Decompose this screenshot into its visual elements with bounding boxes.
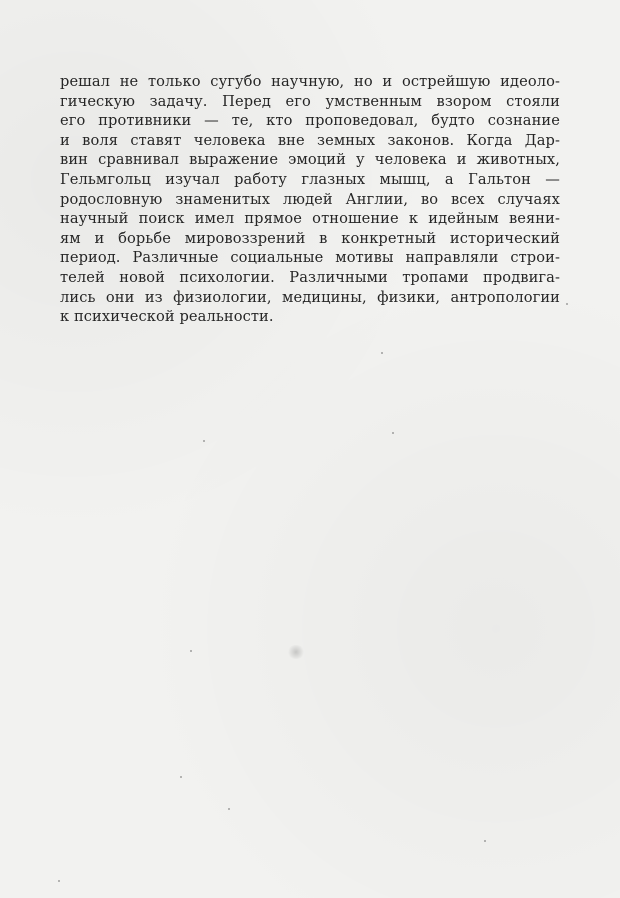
text-line-7: родословную знаменитых людей Англии, во всех случаях bbox=[60, 190, 560, 208]
body-paragraph bbox=[60, 72, 560, 327]
paper-speck bbox=[190, 650, 192, 652]
paper-speck bbox=[203, 440, 205, 442]
paper-speck bbox=[381, 352, 383, 354]
text-line-13: к психической реальности. bbox=[60, 308, 274, 326]
text-line-8: научный поиск имел прямое отношение к идейным веяни- bbox=[60, 210, 560, 228]
text-line-5: вин сравнивал выражение эмоций у человека и животных, bbox=[60, 151, 560, 169]
paper-speck bbox=[228, 808, 230, 810]
text-line-2: гическую задачу. Перед его умственным взором стояли bbox=[60, 92, 560, 110]
paper-smudge bbox=[287, 645, 305, 659]
text-line-3: его противники — те, кто проповедовал, будто сознание bbox=[60, 112, 560, 130]
text-line-9: ям и борьбе мировоззрений в конкретный исторический bbox=[60, 229, 560, 247]
text-line-11: телей новой психологии. Различными тропами продвига- bbox=[60, 268, 560, 286]
text-line-4: и воля ставят человека вне земных законов. Когда Дар- bbox=[60, 131, 560, 149]
paper-speck bbox=[180, 776, 182, 778]
paper-speck bbox=[392, 432, 394, 434]
text-line-6: Гельмгольц изучал работу глазных мышц, а Гальтон — bbox=[60, 170, 560, 188]
text-line-12: лись они из физиологии, медицины, физики, антропологии bbox=[60, 288, 560, 306]
text-line-10: период. Различные социальные мотивы направляли строи- bbox=[60, 249, 560, 267]
paper-speck bbox=[58, 880, 60, 882]
paper-speck bbox=[484, 840, 486, 842]
paper-speck bbox=[566, 303, 568, 305]
text-line-1: решал не только сугубо научную, но и острейшую идеоло- bbox=[60, 73, 560, 90]
